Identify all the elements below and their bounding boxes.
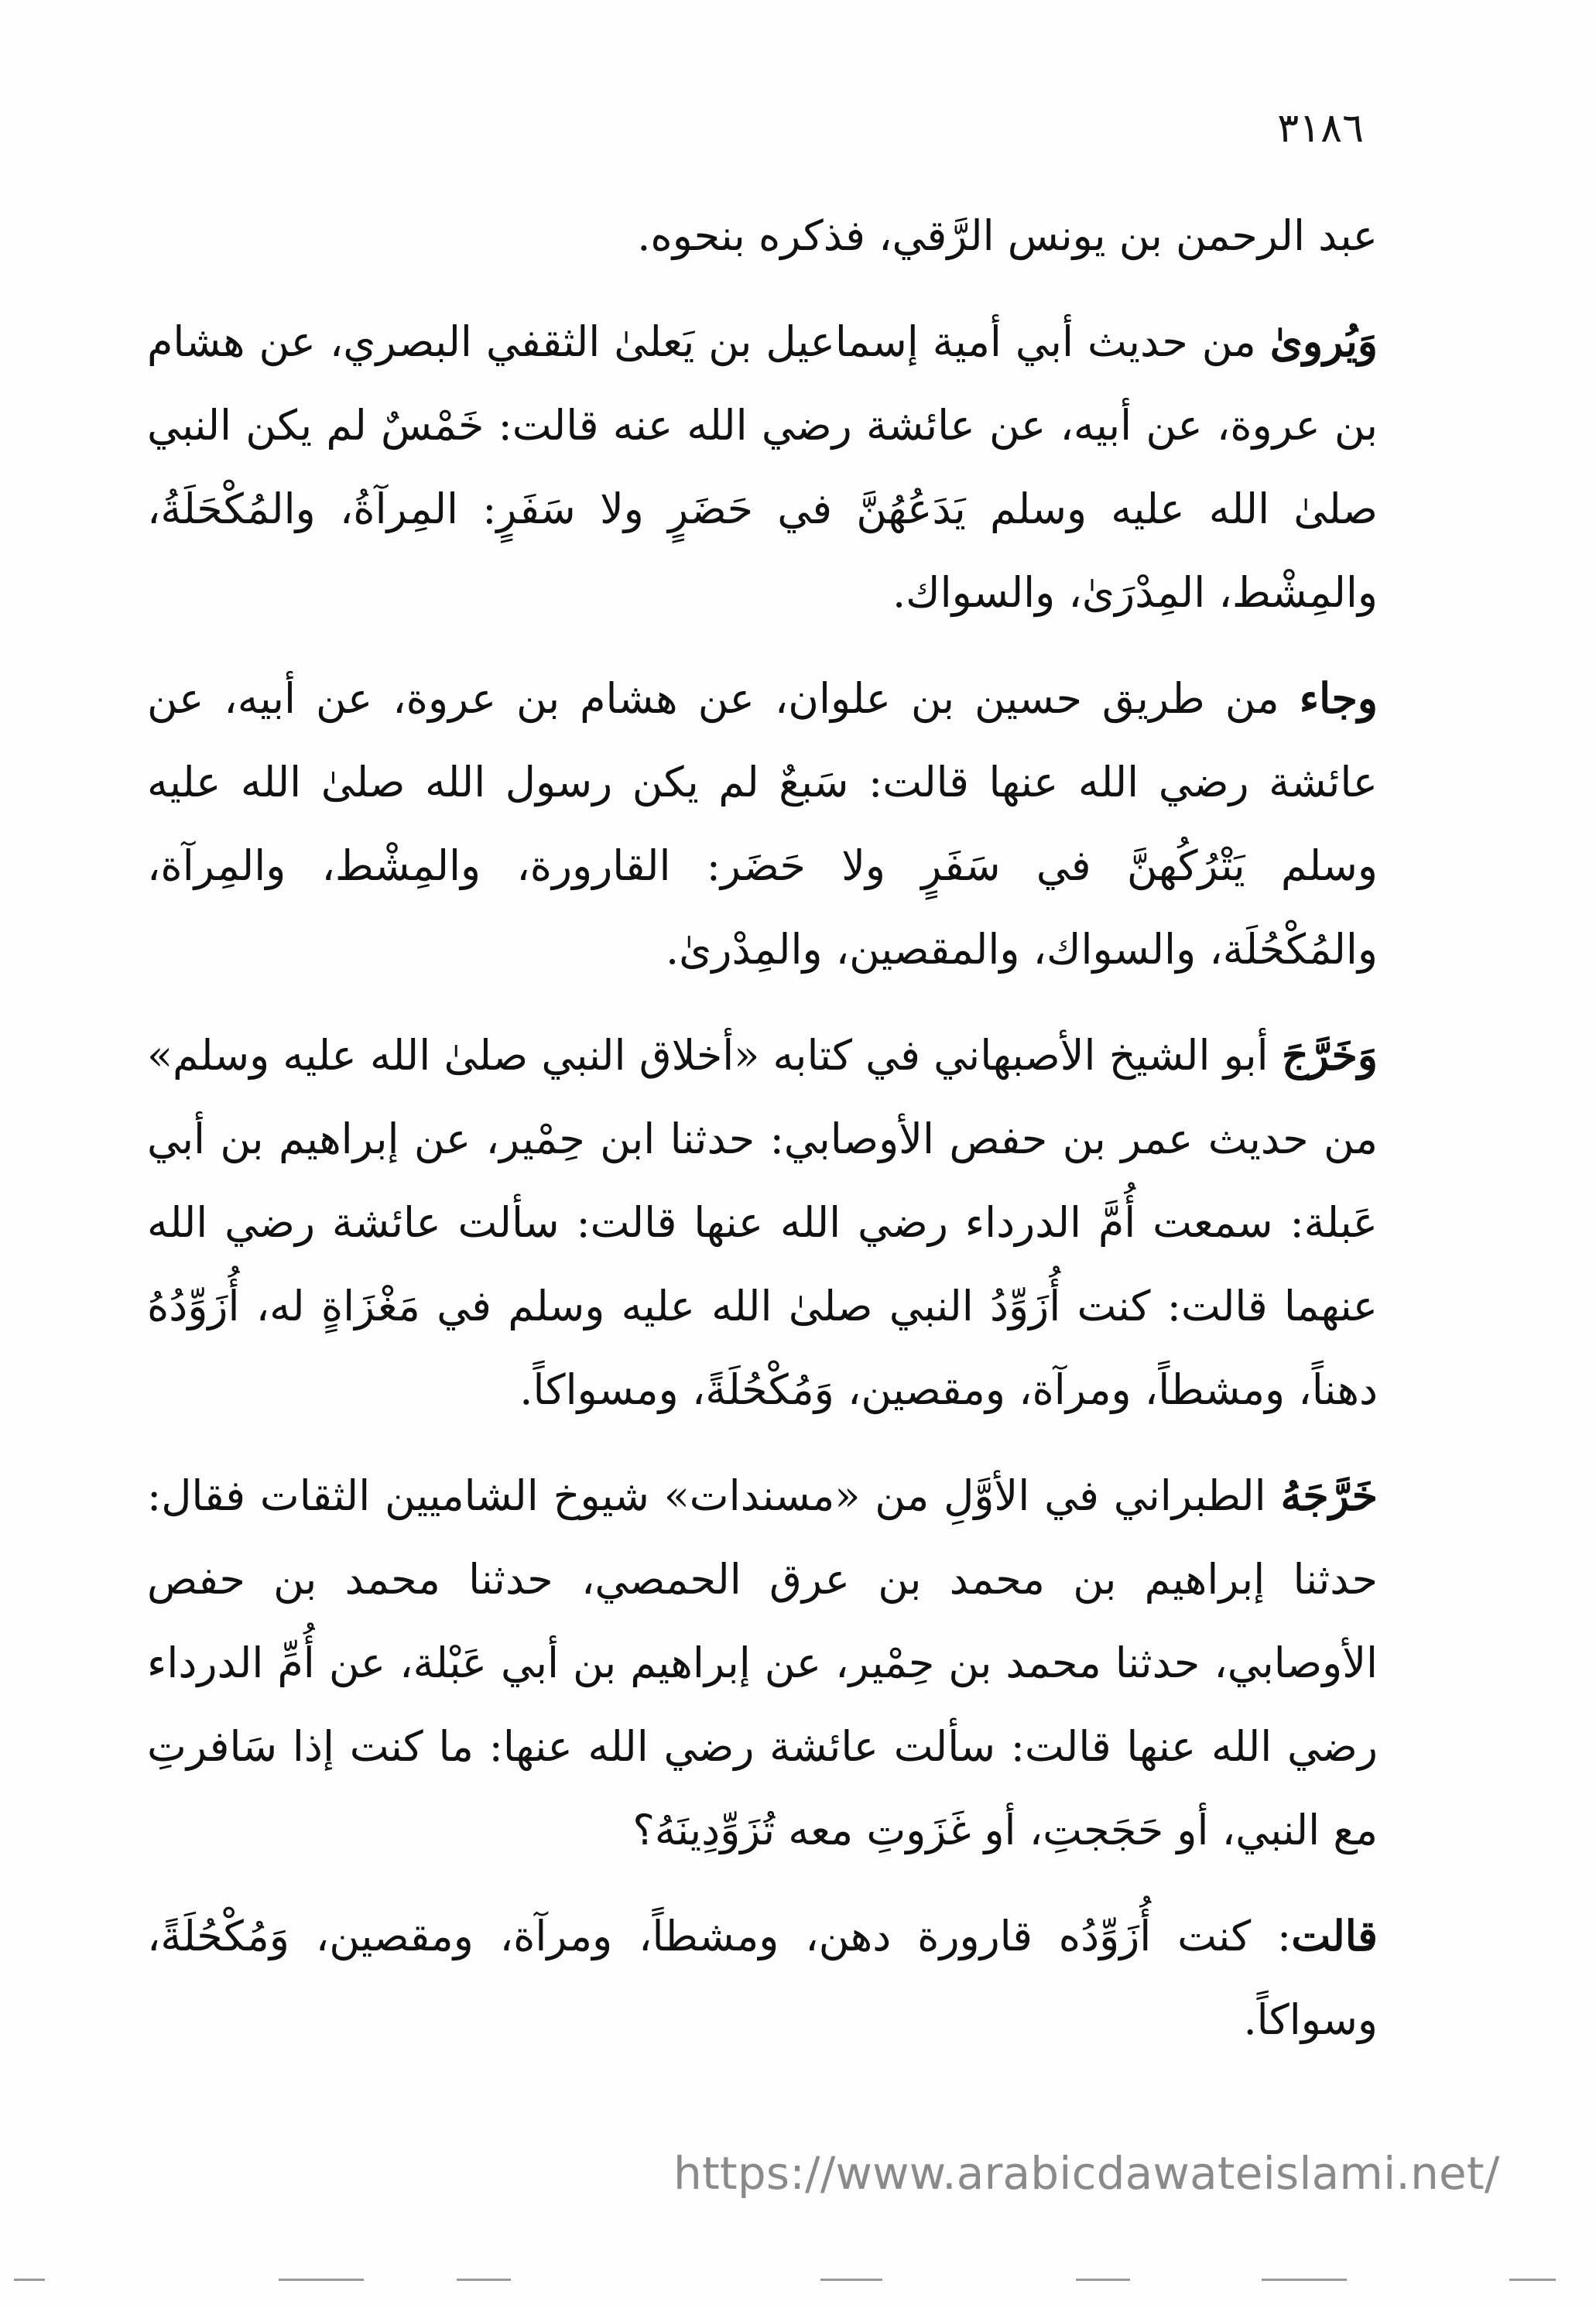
- paragraph-lead: وَيُروىٰ: [1269, 317, 1378, 366]
- scan-line: [457, 2279, 511, 2281]
- scan-line: [279, 2279, 364, 2281]
- scan-line: [1262, 2279, 1347, 2281]
- paragraph-text: عبد الرحمن بن يونس الرَّقي، فذكره بنحوه.: [637, 211, 1378, 260]
- paragraph-lead: خَرَّجَهُ: [1280, 1471, 1378, 1520]
- paragraph-6: [147, 1894, 1378, 2062]
- paragraph-3: [147, 656, 1378, 991]
- scan-line: [820, 2279, 882, 2281]
- scan-line: [1509, 2279, 1556, 2281]
- paragraph-2: [147, 300, 1378, 635]
- body-text: [147, 193, 1378, 2084]
- scan-line: [1076, 2279, 1130, 2281]
- paragraph-lead: وَخَرَّجَ: [1281, 1030, 1378, 1080]
- paragraph-text: من حديث أبي أمية إسماعيل بن يَعلىٰ الثقفي البصري، عن هشام بن عروة، عن أبيه، عن عائشة رضي الله عنه قالت: خَمْسٌ لم يكن النبي صلىٰ الله عليه وسلم يَدَعُهُنَّ في حَضَرٍ ولا سَفَرٍ: المِرآةُ، والمُكْحَلَةُ، والمِشْط، المِدْرَىٰ، والسواك.: [147, 317, 1378, 617]
- page-number: ٣١٨٦: [1277, 105, 1364, 152]
- scan-line: [14, 2279, 45, 2281]
- paragraph-lead: قالت: [1291, 1911, 1378, 1960]
- paragraph-1: [147, 193, 1378, 278]
- paragraph-text: أبو الشيخ الأصبهاني في كتابه «أخلاق النبي صلىٰ الله عليه وسلم» من حديث عمر بن حفص الأوصابي: حدثنا ابن حِمْير، عن إبراهيم بن أبي عَبلة: سمعت أُمَّ الدرداء رضي الله عنها قالت: سألت عائشة رضي الله عنهما قالت: كنت أُزَوِّدُ النبي صلىٰ الله عليه وسلم في مَغْزَاةٍ له، أُزَوِّدُهُ دهناً، ومشطاً، ومرآة، ومقصين، وَمُكْحُلَةً، ومسواكاً.: [147, 1031, 1378, 1414]
- bottom-scan-lines: [0, 2279, 1596, 2285]
- paragraph-5: [147, 1454, 1378, 1872]
- paragraph-text: من طريق حسين بن علوان، عن هشام بن عروة، عن أبيه، عن عائشة رضي الله عنها قالت: سَبعٌ لم يكن رسول الله صلىٰ الله عليه وسلم يَتْرُكُهنَّ في سَفَرٍ ولا حَضَر: القارورة، والمِشْط، والمِرآة، والمُكْحُلَة، والسواك، والمقصين، والمِدْرىٰ.: [147, 674, 1378, 974]
- paragraph-text: الطبراني في الأوَّلِ من «مسندات» شيوخ الشاميين الثقات فقال: حدثنا إبراهيم بن محمد بن عرق الحمصي، حدثنا محمد بن حفص الأوصابي، حدثنا محمد بن حِمْير، عن إبراهيم بن أبي عَبْلة، عن أُمِّ الدرداء رضي الله عنها قالت: سألت عائشة رضي الله عنها: ما كنت إذا سَافرتِ مع النبي، أو حَجَجتِ، أو غَزَوتِ معه تُزَوِّدِينَهُ؟: [147, 1471, 1378, 1854]
- paragraph-4: [147, 1013, 1378, 1432]
- footer-url-link[interactable]: https://www.arabicdawateislami.net/: [673, 2147, 1500, 2200]
- paragraph-lead: وجاء: [1299, 673, 1378, 723]
- paragraph-text: : كنت أُزَوِّدُه قارورة دهن، ومشطاً، ومرآة، ومقصين، وَمُكْحُلَةً، وسواكاً.: [147, 1912, 1378, 2044]
